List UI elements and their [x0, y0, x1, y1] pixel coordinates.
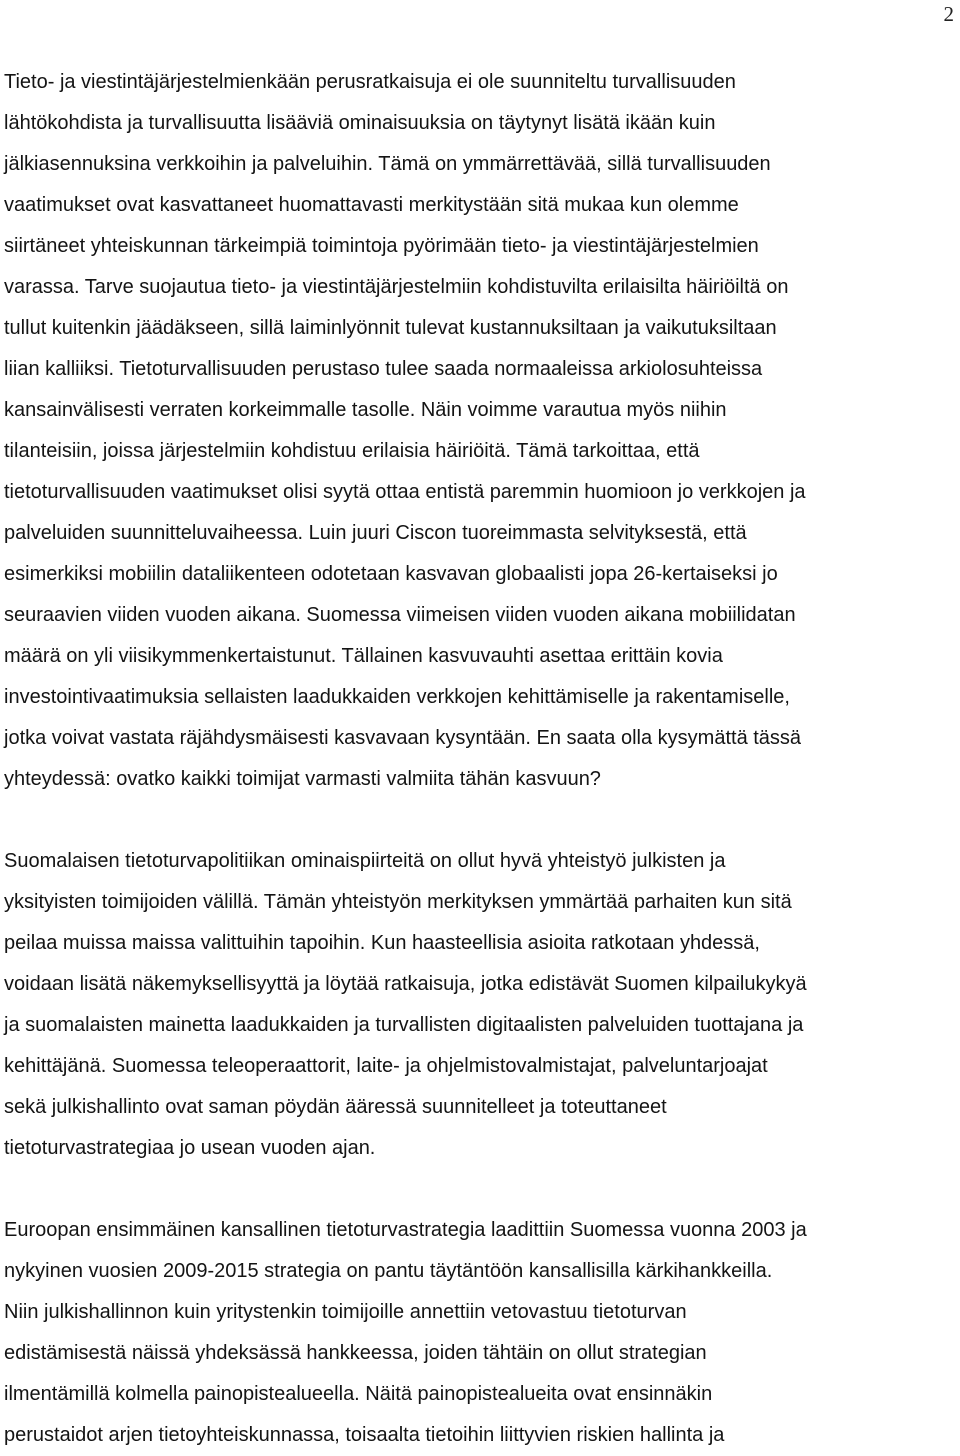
text-line: jälkiasennuksina verkkoihin ja palveluihin. Tämä on ymmärrettävää, sillä turvallisuuden: [4, 153, 771, 175]
text-line: sekä julkishallinto ovat saman pöydän ääressä suunnitelleet ja toteuttaneet: [4, 1096, 667, 1118]
text-line: esimerkiksi mobiilin dataliikenteen odotetaan kasvavan globaalisti jopa 26-kertaiseksi jo: [4, 563, 778, 585]
text-line: liian kalliiksi. Tietoturvallisuuden perustaso tulee saada normaaleissa arkiolosuhteissa: [4, 358, 763, 380]
paragraph-3: [4, 1210, 956, 1456]
text-line: tilanteisiin, joissa järjestelmiin kohdistuu erilaisia häiriöitä. Tämä tarkoittaa, että: [4, 440, 700, 462]
text-line: vaatimukset ovat kasvattaneet huomattavasti merkitystään sitä mukaa kun olemme: [4, 194, 739, 216]
text-line: määrä on yli viisikymmenkertaistunut. Tällainen kasvuvauhti asettaa erittäin kovia: [4, 645, 723, 667]
paragraph-2: [4, 841, 956, 1169]
text-line: ja suomalaisten mainetta laadukkaiden ja turvallisten digitaalisten palveluiden tuottajana ja: [4, 1014, 804, 1036]
text-line: palveluiden suunnitteluvaiheessa. Luin juuri Ciscon tuoreimmasta selvityksestä, että: [4, 522, 747, 544]
text-line: Tieto- ja viestintäjärjestelmienkään perusratkaisuja ei ole suunniteltu turvallisuuden: [4, 71, 736, 93]
text-line: ilmentämillä kolmella painopistealueella. Näitä painopistealueita ovat ensinnäkin: [4, 1383, 713, 1405]
text-line: Euroopan ensimmäinen kansallinen tietoturvastrategia laadittiin Suomessa vuonna 2003 ja: [4, 1219, 807, 1241]
text-line: edistämisestä näissä yhdeksässä hankkeessa, joiden tähtäin on ollut strategian: [4, 1342, 707, 1364]
text-line: peilaa muissa maissa valittuihin tapoihin. Kun haasteellisia asioita ratkotaan yhdessä,: [4, 932, 760, 954]
text-line: yhteydessä: ovatko kaikki toimijat varmasti valmiita tähän kasvuun?: [4, 768, 601, 790]
text-line: tullut kuitenkin jäädäkseen, sillä laiminlyönnit tulevat kustannuksiltaan ja vaikutuksiltaan: [4, 317, 777, 339]
text-line: investointivaatimuksia sellaisten laadukkaiden verkkojen kehittämiselle ja rakentamiselle,: [4, 686, 790, 708]
text-line: perustaidot arjen tietoyhteiskunnassa, toisaalta tietoihin liittyvien riskien hallinta ja: [4, 1424, 725, 1446]
text-line: siirtäneet yhteiskunnan tärkeimpiä toimintoja pyörimään tieto- ja viestintäjärjestelmien: [4, 235, 759, 257]
text-line: jotka voivat vastata räjähdysmäisesti kasvavaan kysyntään. En saata olla kysymättä tässä: [4, 727, 802, 749]
text-line: voidaan lisätä näkemyksellisyyttä ja löytää ratkaisuja, jotka edistävät Suomen kilpailukykyä: [4, 973, 807, 995]
text-line: nykyinen vuosien 2009-2015 strategia on pantu täytäntöön kansallisilla kärkihankkeilla.: [4, 1260, 773, 1282]
text-line: seuraavien viiden vuoden aikana. Suomessa viimeisen viiden vuoden aikana mobiilidatan: [4, 604, 796, 626]
text-line: kehittäjänä. Suomessa teleoperaattorit, laite- ja ohjelmistovalmistajat, palveluntarjoajat: [4, 1055, 768, 1077]
body-text: [4, 62, 956, 1456]
text-line: Niin julkishallinnon kuin yritystenkin toimijoille annettiin vetovastuu tietoturvan: [4, 1301, 687, 1323]
text-line: kansainvälisesti verraten korkeimmalle tasolle. Näin voimme varautua myös niihin: [4, 399, 727, 421]
text-line: lähtökohdista ja turvallisuutta lisääviä ominaisuuksia on täytynyt lisätä ikään kuin: [4, 112, 716, 134]
paragraph-1: [4, 62, 956, 800]
text-line: tietoturvastrategiaa jo usean vuoden ajan.: [4, 1137, 376, 1159]
text-line: varassa. Tarve suojautua tieto- ja viestintäjärjestelmiin kohdistuvilta erilaisilta häiriöiltä on: [4, 276, 789, 298]
text-line: tietoturvallisuuden vaatimukset olisi syytä ottaa entistä paremmin huomioon jo verkkojen ja: [4, 481, 806, 503]
page-number: 2: [943, 2, 954, 26]
text-line: Suomalaisen tietoturvapolitiikan ominaispiirteitä on ollut hyvä yhteistyö julkisten ja: [4, 850, 726, 872]
text-line: yksityisten toimijoiden välillä. Tämän yhteistyön merkityksen ymmärtää parhaiten kun sitä: [4, 891, 792, 913]
